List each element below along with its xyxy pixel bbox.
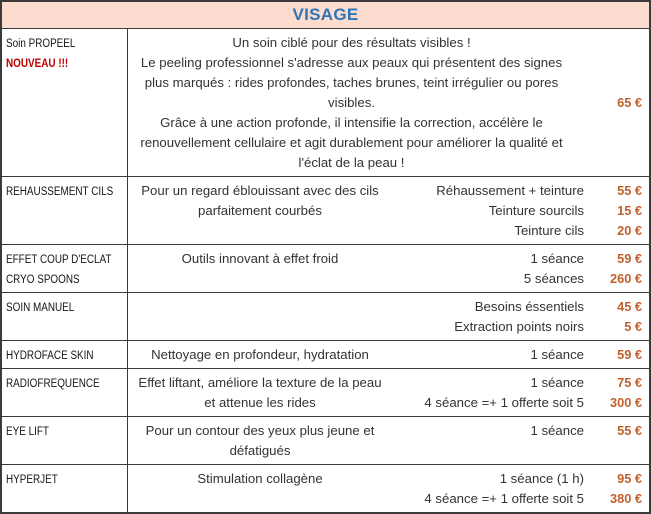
option-label: Teinture sourcils bbox=[488, 203, 584, 218]
option-row bbox=[392, 221, 649, 241]
option-label: 4 séance =+ 1 offerte soit 5 bbox=[424, 491, 584, 506]
treatment-name: HYDROFACE SKIN bbox=[6, 348, 94, 362]
treatment-name: HYPERJET bbox=[6, 472, 58, 486]
treatment-description: Grâce à une action profonde, il intensifie la correction, accélère le renouvellement cellulaire et agit durablement pour améliorer la qualité et l'éclat de la peau ! bbox=[140, 115, 563, 170]
treatment-name: EFFET COUP D'ECLAT bbox=[6, 252, 112, 266]
table-row bbox=[2, 368, 649, 416]
option-label: 1 séance bbox=[530, 375, 584, 390]
table-row bbox=[2, 340, 649, 368]
treatment-name-cell bbox=[2, 465, 128, 512]
treatment-description-cell bbox=[128, 465, 392, 512]
option-price: 20 € bbox=[617, 223, 642, 238]
section-header bbox=[2, 2, 649, 28]
treatment-name: EYE LIFT bbox=[6, 424, 49, 438]
option-label: Teinture cils bbox=[514, 223, 584, 238]
treatment-name-cell bbox=[2, 177, 128, 244]
option-price: 260 € bbox=[609, 271, 642, 286]
option-price: 300 € bbox=[609, 395, 642, 410]
treatment-name: CRYO SPOONS bbox=[6, 272, 80, 286]
treatment-options-cell bbox=[392, 369, 649, 416]
treatment-description-cell bbox=[128, 417, 392, 464]
table-body bbox=[2, 28, 649, 512]
treatment-name-cell bbox=[2, 341, 128, 368]
treatment-description: Stimulation collagène bbox=[197, 471, 323, 486]
treatment-name-cell bbox=[2, 29, 128, 176]
treatment-price: 65 € bbox=[617, 95, 642, 110]
option-price: 59 € bbox=[617, 251, 642, 266]
treatment-name: Soin PROPEEL bbox=[6, 36, 76, 50]
treatment-description: Nettoyage en profondeur, hydratation bbox=[151, 347, 369, 362]
option-price: 95 € bbox=[617, 471, 642, 486]
treatment-description: Un soin ciblé pour des résultats visibles ! bbox=[232, 35, 471, 50]
table-row bbox=[2, 292, 649, 340]
option-price: 15 € bbox=[617, 203, 642, 218]
table-row bbox=[2, 244, 649, 292]
treatment-description: Outils innovant à effet froid bbox=[181, 251, 339, 266]
option-label: 1 séance bbox=[530, 251, 584, 266]
treatment-name: SOIN MANUEL bbox=[6, 300, 75, 314]
table-row bbox=[2, 176, 649, 244]
treatment-description-cell bbox=[128, 29, 575, 176]
option-row bbox=[392, 345, 649, 365]
option-row bbox=[392, 269, 649, 289]
option-label: 1 séance (1 h) bbox=[499, 471, 584, 486]
table-row bbox=[2, 464, 649, 512]
option-label: Besoins éssentiels bbox=[474, 299, 584, 314]
treatment-description-cell bbox=[128, 245, 392, 292]
table-row bbox=[2, 416, 649, 464]
option-price: 45 € bbox=[617, 299, 642, 314]
option-price: 59 € bbox=[617, 347, 642, 362]
option-row bbox=[392, 297, 649, 317]
treatment-options-cell bbox=[392, 417, 649, 464]
treatment-options-cell bbox=[392, 177, 649, 244]
option-row bbox=[392, 181, 649, 201]
option-row bbox=[392, 469, 649, 489]
treatment-options-cell bbox=[392, 465, 649, 512]
treatment-name: REHAUSSEMENT CILS bbox=[6, 184, 114, 198]
treatment-name: RADIOFREQUENCE bbox=[6, 376, 100, 390]
treatment-description-cell bbox=[128, 341, 392, 368]
treatment-description-cell bbox=[128, 369, 392, 416]
treatment-name-cell bbox=[2, 245, 128, 292]
option-price: 380 € bbox=[609, 491, 642, 506]
option-row bbox=[392, 317, 649, 337]
option-row bbox=[392, 421, 649, 441]
option-row bbox=[392, 249, 649, 269]
option-price: 55 € bbox=[617, 423, 642, 438]
treatment-options-cell bbox=[392, 341, 649, 368]
option-label: 1 séance bbox=[530, 423, 584, 438]
treatment-description-cell bbox=[128, 177, 392, 244]
treatment-options-cell bbox=[392, 293, 649, 340]
option-label: 4 séance =+ 1 offerte soit 5 bbox=[424, 395, 584, 410]
treatment-name-cell bbox=[2, 293, 128, 340]
option-price: 55 € bbox=[617, 183, 642, 198]
option-label: Extraction points noirs bbox=[454, 319, 584, 334]
treatment-description-cell bbox=[128, 293, 392, 340]
option-price: 5 € bbox=[624, 319, 642, 334]
treatment-options-cell bbox=[392, 245, 649, 292]
treatment-name-cell bbox=[2, 369, 128, 416]
section-title: VISAGE bbox=[292, 5, 359, 24]
option-row bbox=[392, 489, 649, 509]
treatment-description: Le peeling professionnel s'adresse aux peaux qui présentent des signes plus marqués : rides profondes, taches brunes, teint irrégulier ou pores visibles. bbox=[140, 55, 563, 110]
option-label: 1 séance bbox=[530, 347, 584, 362]
treatment-description: Pour un contour des yeux plus jeune et défatigués bbox=[145, 423, 375, 458]
treatment-description: Pour un regard éblouissant avec des cils parfaitement courbés bbox=[141, 183, 379, 218]
option-label: 5 séances bbox=[523, 271, 584, 286]
treatment-badge: NOUVEAU !!! bbox=[6, 56, 69, 70]
treatment-name-cell bbox=[2, 417, 128, 464]
option-label: Réhaussement + teinture bbox=[436, 183, 584, 198]
option-row bbox=[392, 201, 649, 221]
option-price: 75 € bbox=[617, 375, 642, 390]
treatment-description: Effet liftant, améliore la texture de la peau et attenue les rides bbox=[138, 375, 382, 410]
option-row bbox=[392, 393, 649, 413]
option-row bbox=[392, 373, 649, 393]
table-row bbox=[2, 28, 649, 176]
